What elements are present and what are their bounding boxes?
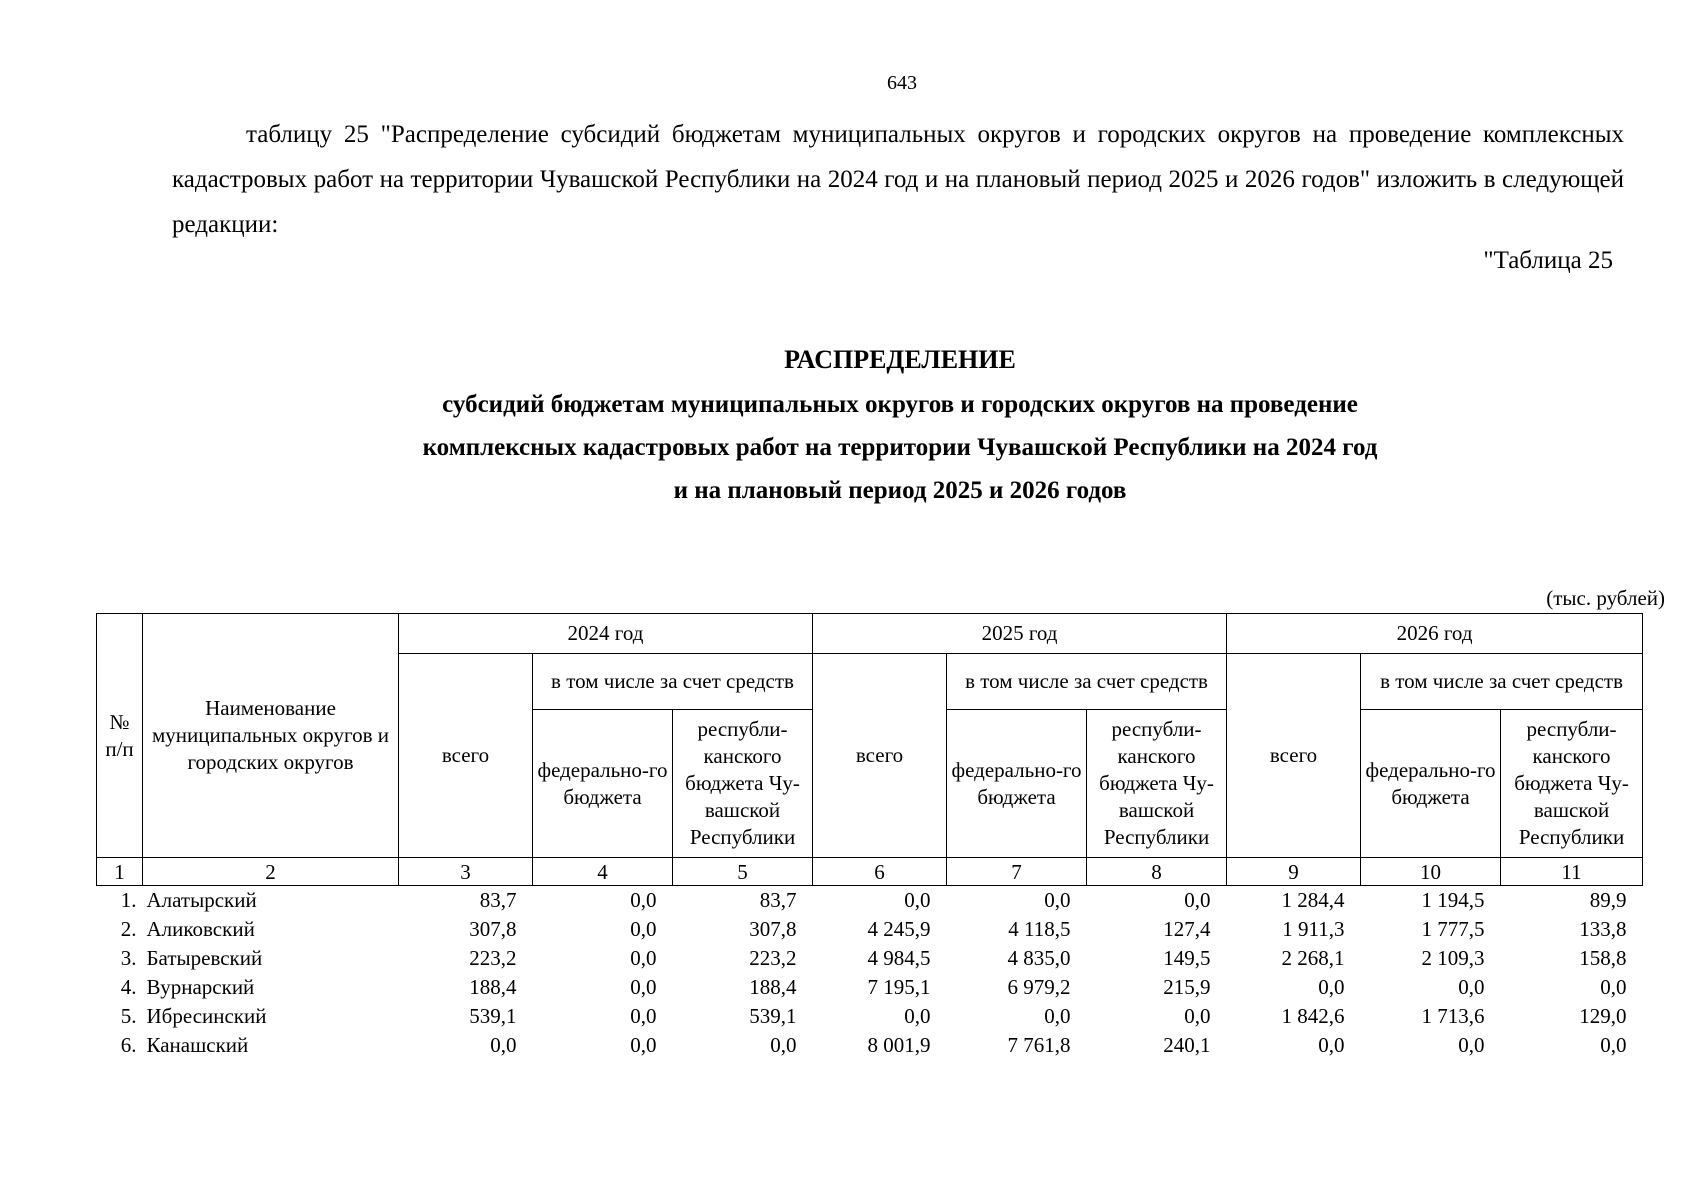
district-name: Ибресинский [146,1004,267,1028]
value-cell: 0,0 [1458,975,1485,999]
republic-header: республи-канского бюджета Чу-вашской Республики [1087,710,1227,858]
value-cell: 89,9 [1589,888,1627,912]
value-cell: 7 761,8 [1007,1033,1071,1057]
value-cell: 307,8 [749,917,797,941]
column-number-row [97,858,1643,886]
table-label: "Таблица 25 [1483,247,1613,274]
value-cell: 0,0 [1600,1033,1627,1057]
including-header: в том числе за счет средств [533,654,813,710]
value-cell: 0,0 [1044,888,1071,912]
value-cell: 0,0 [1318,1033,1345,1057]
column-number-cell: 3 [399,858,533,886]
row-number: 3. [120,946,137,970]
district-name: Алатырский [146,888,257,912]
page-number: 643 [887,72,917,94]
value-cell: 0,0 [904,888,931,912]
value-cell: 0,0 [630,1004,657,1028]
value-cell: 0,0 [630,917,657,941]
value-cell: 83,7 [479,888,517,912]
total-header: всего [399,654,533,858]
year-header: 2025 год [813,614,1227,654]
col-number-header: № п/п [97,614,143,858]
heading-line-2: комплексных кадастровых работ на территории Чувашской Республики на 2024 год [422,434,1378,461]
row-number: 2. [120,917,137,941]
column-number-cell: 5 [673,858,813,886]
value-cell: 158,8 [1579,946,1627,970]
heading-title: РАСПРЕДЕЛЕНИЕ [784,345,1016,374]
total-header: всего [1227,654,1361,858]
value-cell: 2 268,1 [1281,946,1345,970]
column-number-cell: 8 [1087,858,1227,886]
federal-header: федерально-го бюджета [533,710,673,858]
value-cell: 149,5 [1163,946,1211,970]
value-cell: 0,0 [630,946,657,970]
table-row [97,915,1643,944]
value-cell: 539,1 [469,1004,517,1028]
table-row [97,886,1643,916]
column-number-cell: 10 [1361,858,1501,886]
year-header: 2026 год [1227,614,1643,654]
value-cell: 223,2 [469,946,517,970]
value-cell: 127,4 [1163,917,1211,941]
heading-line-3: и на плановый период 2025 и 2026 годов [673,477,1127,504]
value-cell: 0,0 [1184,888,1211,912]
district-name: Батыревский [146,946,263,970]
value-cell: 215,9 [1163,975,1211,999]
including-header: в том числе за счет средств [1361,654,1643,710]
table-row [97,973,1643,1002]
value-cell: 0,0 [630,888,657,912]
including-header: в том числе за счет средств [947,654,1227,710]
col-name-header: Наименование муниципальных округов и городских округов [143,614,399,858]
republic-header: республи-канского бюджета Чу-вашской Республики [673,710,813,858]
district-name: Аликовский [146,917,255,941]
value-cell: 1 777,5 [1421,917,1485,941]
column-number-cell: 6 [813,858,947,886]
heading-line-1: субсидий бюджетам муниципальных округов и городских округов на проведение [442,391,1358,418]
value-cell: 0,0 [630,1033,657,1057]
column-number-cell: 7 [947,858,1087,886]
value-cell: 0,0 [490,1033,517,1057]
value-cell: 1 284,4 [1281,888,1345,912]
value-cell: 240,1 [1163,1033,1211,1057]
value-cell: 6 979,2 [1007,975,1071,999]
table-body [97,886,1643,1061]
intro-paragraph [172,112,1624,247]
value-cell: 539,1 [749,1004,797,1028]
value-cell: 4 984,5 [867,946,931,970]
value-cell: 188,4 [749,975,797,999]
value-cell: 0,0 [1184,1004,1211,1028]
value-cell: 133,8 [1579,917,1627,941]
value-cell: 8 001,9 [867,1033,931,1057]
table-heading [0,338,1697,512]
federal-header: федерально-го бюджета [947,710,1087,858]
column-number-cell: 9 [1227,858,1361,886]
value-cell: 2 109,3 [1421,946,1485,970]
column-number-cell: 2 [143,858,399,886]
value-cell: 0,0 [1458,1033,1485,1057]
republic-header: республи-канского бюджета Чу-вашской Республики [1501,710,1643,858]
value-cell: 0,0 [770,1033,797,1057]
value-cell: 129,0 [1579,1004,1627,1028]
value-cell: 4 118,5 [1008,917,1071,941]
subsidy-table [96,613,1643,1060]
value-cell: 0,0 [1044,1004,1071,1028]
value-cell: 0,0 [904,1004,931,1028]
table-row [97,1002,1643,1031]
table-row [97,1031,1643,1060]
table-row [97,944,1643,973]
federal-header: федерально-го бюджета [1361,710,1501,858]
value-cell: 4 835,0 [1007,946,1071,970]
total-header: всего [813,654,947,858]
district-name: Канашский [146,1033,249,1057]
value-cell: 307,8 [469,917,517,941]
units-label: (тыс. рублей) [1546,586,1665,610]
row-number: 5. [120,1004,137,1028]
value-cell: 188,4 [469,975,517,999]
value-cell: 0,0 [1600,975,1627,999]
intro-text: таблицу 25 "Распределение субсидий бюджетам муниципальных округов и городских округов на проведение комплексных кадастровых работ на территории Чувашской Республики на 2024 год и на плановый период 2025 и 2026 годов" изложить в следующей редакции: [172,121,1624,238]
value-cell: 1 842,6 [1281,1004,1345,1028]
value-cell: 1 194,5 [1421,888,1485,912]
value-cell: 0,0 [1318,975,1345,999]
column-number-cell: 1 [97,858,143,886]
value-cell: 223,2 [749,946,797,970]
column-number-cell: 4 [533,858,673,886]
year-header: 2024 год [399,614,813,654]
row-number: 1. [120,888,137,912]
value-cell: 1 713,6 [1421,1004,1485,1028]
value-cell: 0,0 [630,975,657,999]
column-number-cell: 11 [1501,858,1643,886]
value-cell: 83,7 [759,888,797,912]
value-cell: 7 195,1 [867,975,931,999]
district-name: Вурнарский [146,975,255,999]
row-number: 4. [120,975,137,999]
row-number: 6. [120,1033,137,1057]
value-cell: 4 245,9 [867,917,931,941]
value-cell: 1 911,3 [1282,917,1345,941]
